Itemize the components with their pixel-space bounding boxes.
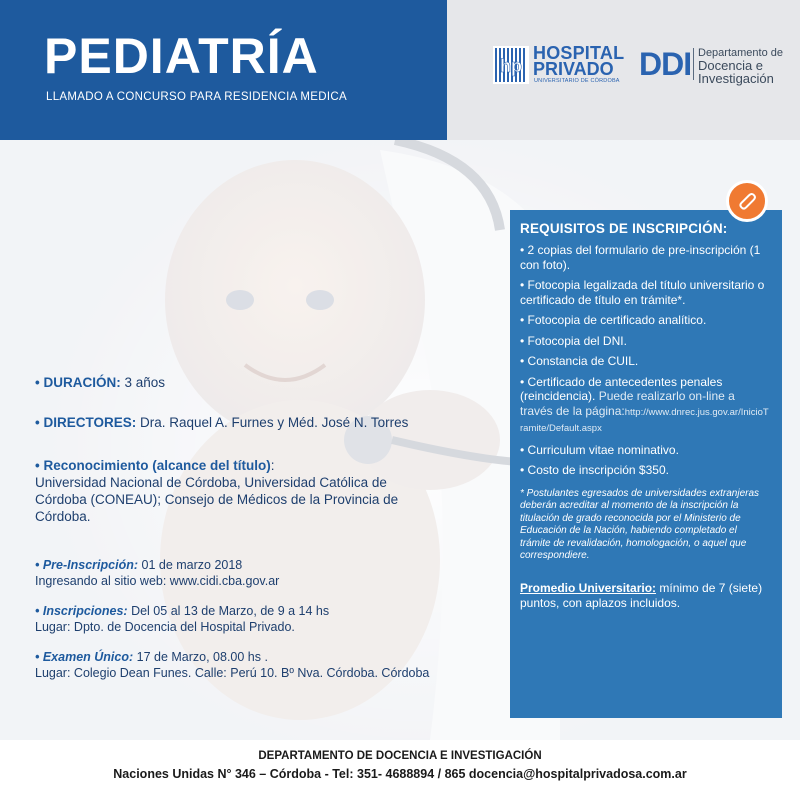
- ddi-text-line3: Investigación: [698, 71, 774, 86]
- promedio-label: Promedio Universitario:: [520, 580, 657, 595]
- preinscripcion-value: 01 de marzo 2018: [138, 558, 243, 572]
- preinscripcion-block: [35, 557, 445, 589]
- directores-line: [35, 414, 408, 431]
- requisito-item: • Fotocopia de certificado analítico.: [520, 313, 707, 327]
- promedio-line: [520, 581, 770, 611]
- promedio-value: mínimo de 7 (siete) puntos, con aplazos incluidos.: [520, 580, 763, 610]
- examen-block: [35, 649, 455, 681]
- directores-label: • DIRECTORES:: [35, 415, 137, 430]
- svg-text:hp: hp: [500, 56, 522, 76]
- duracion-label: • DURACIÓN:: [35, 375, 121, 390]
- paperclip-icon: [736, 190, 758, 212]
- requisitos-box: [510, 210, 782, 718]
- examen-lugar: Lugar: Colegio Dean Funes. Calle: Perú 10. Bº Nva. Córdoba. Córdoba: [35, 666, 430, 680]
- requisito-item-penales: [520, 375, 770, 437]
- hospital-name-line1: HOSPITAL: [533, 43, 625, 63]
- footer-department: DEPARTAMENTO DE DOCENCIA E INVESTIGACIÓN: [258, 750, 542, 762]
- penales-online: Puede realizarlo on-line a través de la página:: [520, 389, 735, 418]
- preinscripcion-label: • Pre-Inscripción:: [35, 558, 139, 572]
- requisito-item: • Constancia de CUIL.: [520, 354, 639, 368]
- hospital-name-line3: UNIVERSITARIO DE CÓRDOBA: [534, 78, 620, 84]
- hospital-privado-logo: [493, 44, 633, 88]
- requisitos-note: * Postulantes egresados de universidades extranjeras deberán acreditar al momento de la inscripción la titulación de grado reconocida por el Ministerio de Educación de la Nación, habiendo completado el trámite de revalidación, homologación, o aquel que correspondiere.: [520, 487, 760, 561]
- ddi-text-line1: Departamento de: [698, 47, 783, 59]
- reconocimiento-line3: Córdoba.: [35, 509, 91, 524]
- requisito-item: • 2 copias del formulario de pre-inscripción (1 con foto).: [520, 243, 761, 272]
- directores-value: Dra. Raquel A. Furnes y Méd. José N. Torres: [136, 415, 409, 430]
- ddi-divider: [693, 48, 694, 80]
- examen-value: 17 de Marzo, 08.00 hs .: [133, 650, 268, 664]
- penales-url[interactable]: http://www.dnrec.jus.gov.ar/InicioTramite/Default.aspx: [520, 406, 769, 434]
- hospital-name-line2: PRIVADO: [533, 59, 614, 79]
- footer: [0, 740, 800, 800]
- inscripciones-block: [35, 603, 445, 635]
- reconocimiento-label: • Reconocimiento (alcance del título): [35, 458, 271, 473]
- hp-mark-icon: [493, 46, 529, 84]
- penales-text: • Certificado de antecedentes penales (reincidencia).: [520, 374, 723, 403]
- requisito-item: • Curriculum vitae nominativo.: [520, 442, 679, 457]
- requisitos-list: [520, 243, 770, 478]
- ddi-mark: DDI: [639, 46, 692, 82]
- paperclip-badge: [726, 180, 768, 222]
- page-subtitle: LLAMADO A CONCURSO PARA RESIDENCIA MEDICA: [46, 91, 347, 103]
- header-banner: [0, 0, 447, 140]
- reconocimiento-line2: Córdoba (CONEAU); Consejo de Médicos de la Provincia de: [35, 492, 399, 507]
- inscripciones-value: Del 05 al 13 de Marzo, de 9 a 14 hs: [127, 604, 330, 618]
- ddi-text-line2: Docencia e: [698, 58, 764, 73]
- duracion-value: 3 años: [120, 375, 166, 390]
- examen-label: • Examen Único:: [35, 650, 134, 664]
- ddi-logo: [639, 44, 789, 88]
- requisito-item: • Fotocopia del DNI.: [520, 333, 627, 348]
- reconocimiento-line1: Universidad Nacional de Córdoba, Universidad Católica de: [35, 475, 387, 490]
- footer-contact: Naciones Unidas N° 346 – Córdoba - Tel: 351- 4688894 / 865 docencia@hospitalprivadosa.com.ar: [113, 767, 687, 781]
- inscripciones-label: • Inscripciones:: [35, 604, 128, 618]
- preinscripcion-web: Ingresando al sitio web: www.cidi.cba.gov.ar: [35, 574, 280, 588]
- page-title: PEDIATRÍA: [44, 28, 319, 84]
- ddi-text: [698, 47, 783, 85]
- requisito-item: • Fotocopia legalizada del título universitario o certificado de título en trámite*.: [520, 278, 765, 307]
- reconocimiento-colon: :: [270, 458, 275, 473]
- requisitos-title: REQUISITOS DE INSCRIPCIÓN:: [520, 221, 728, 236]
- requisito-item: • Costo de inscripción $350.: [520, 463, 669, 477]
- duracion-line: [35, 374, 165, 391]
- inscripciones-lugar: Lugar: Dpto. de Docencia del Hospital Privado.: [35, 620, 295, 634]
- reconocimiento-block: [35, 457, 445, 525]
